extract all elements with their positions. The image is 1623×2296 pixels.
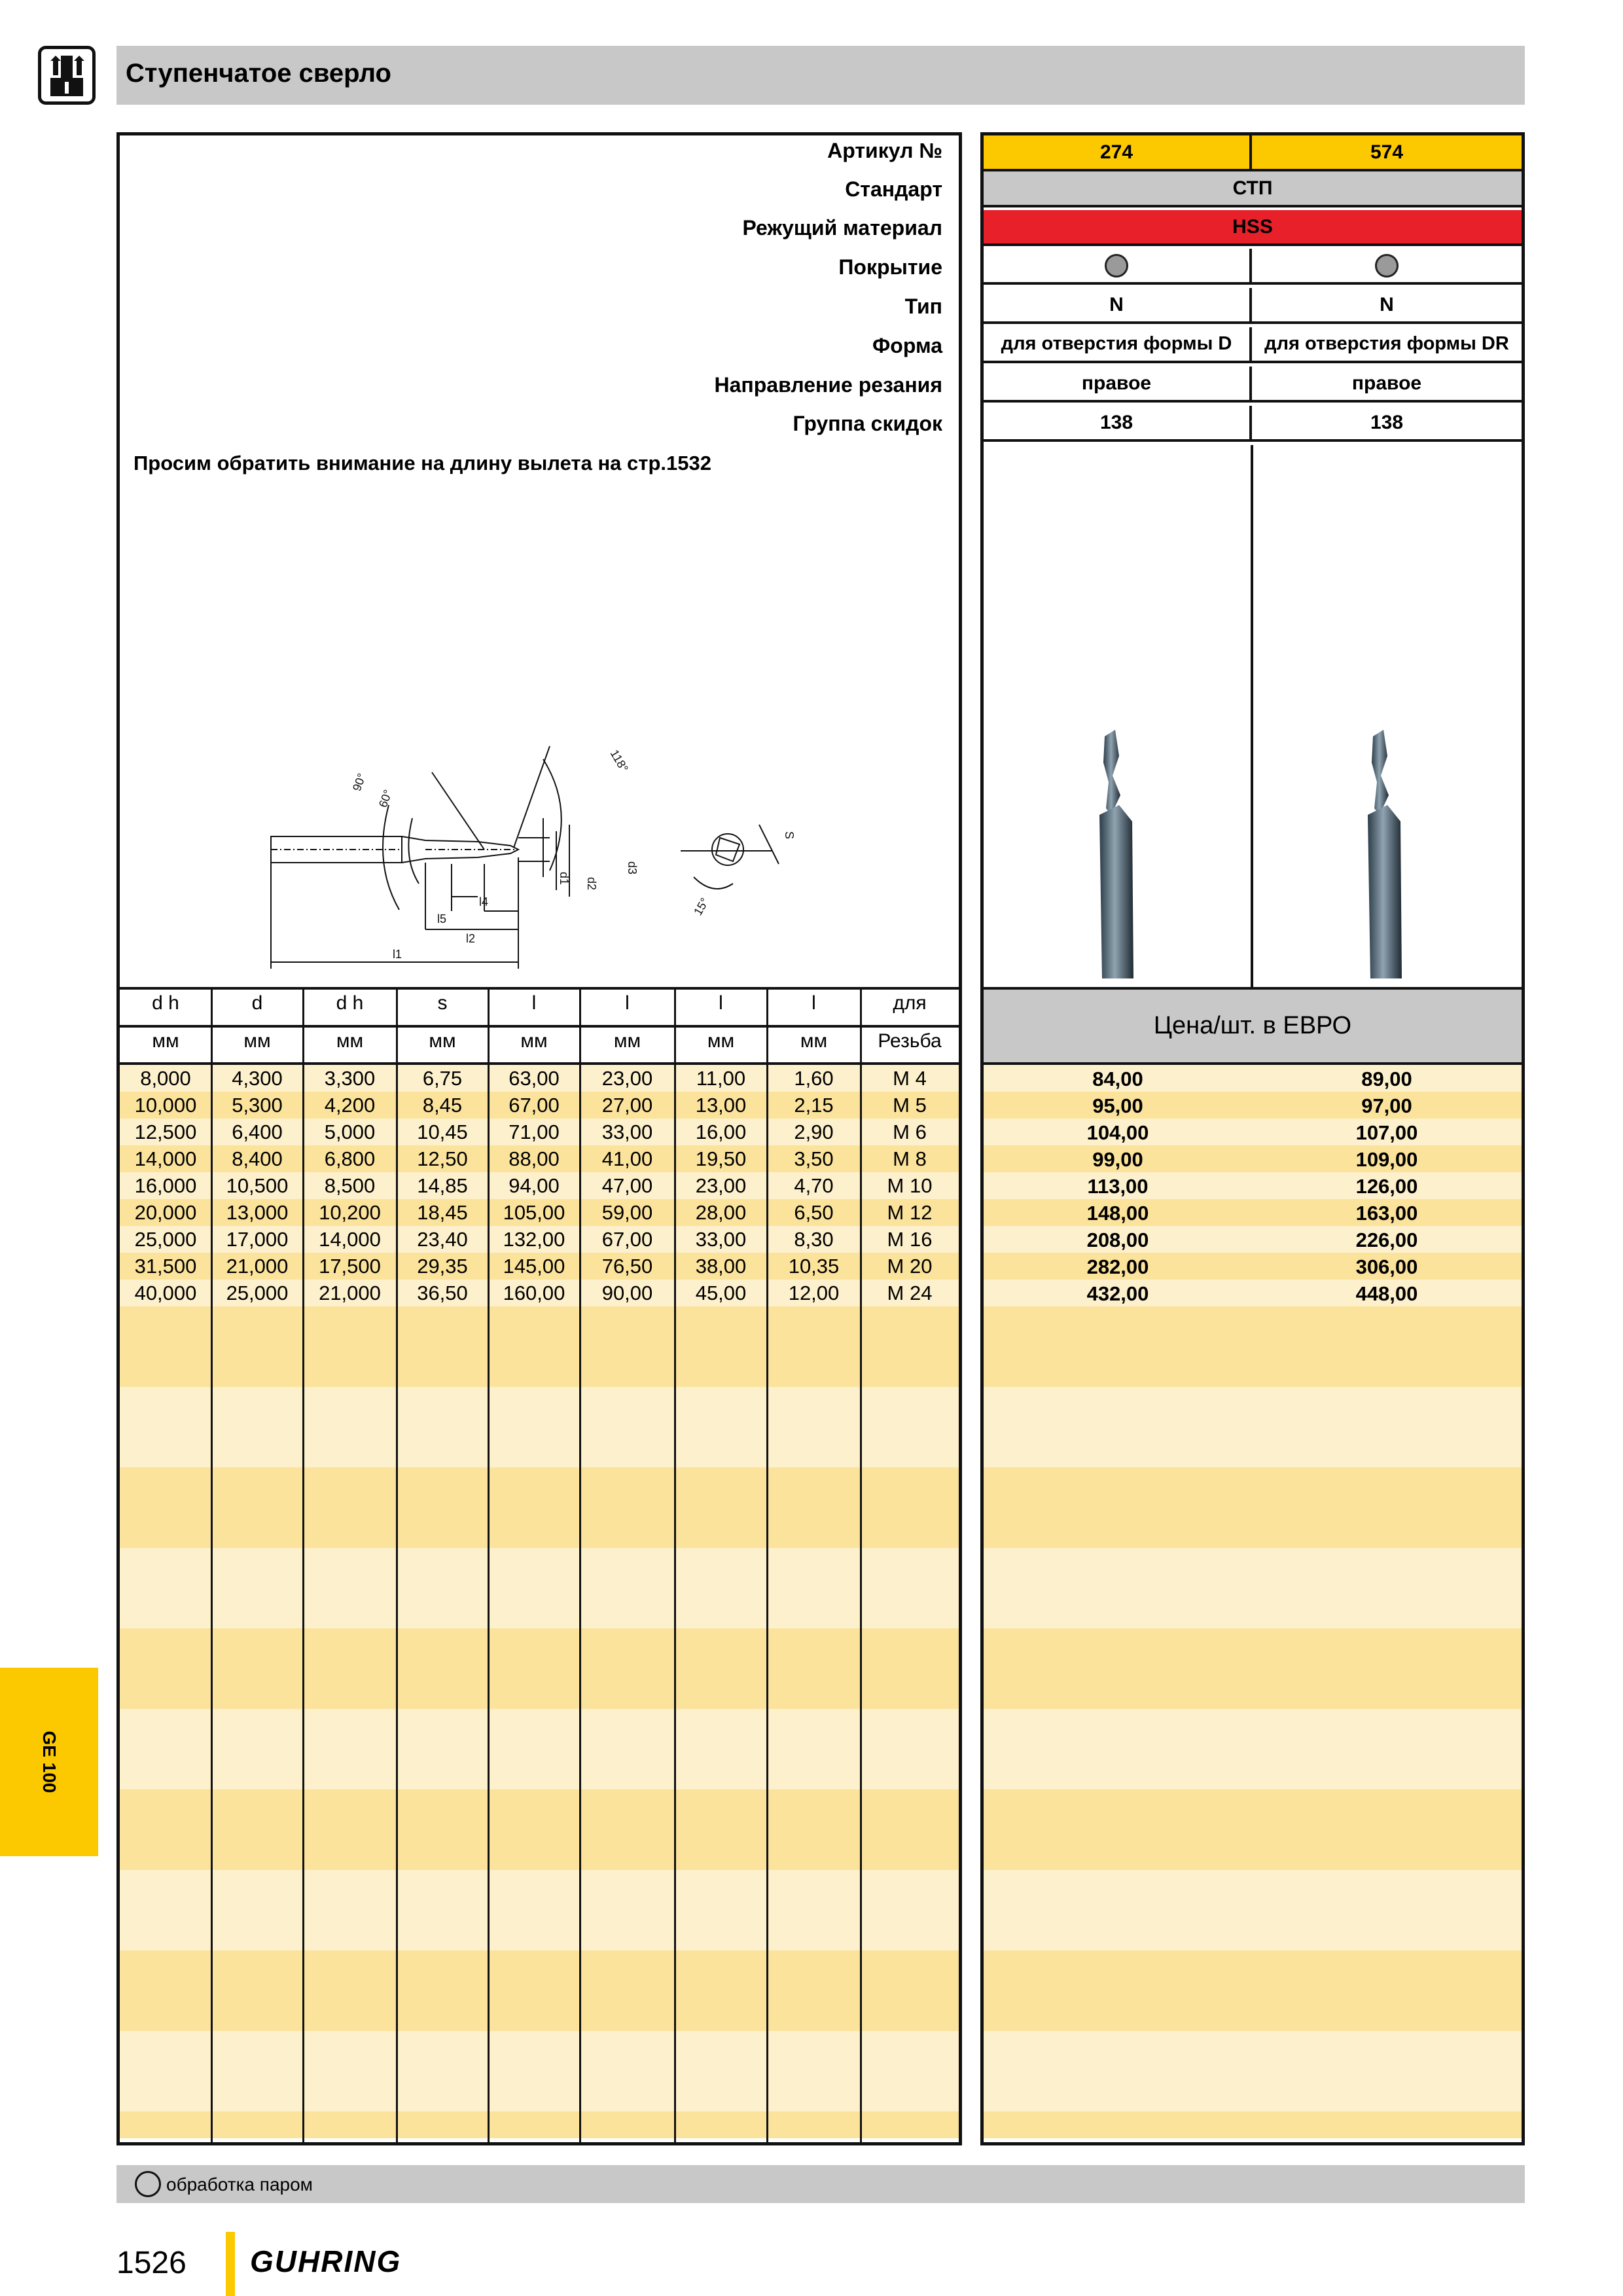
discount-value: 138 [984,406,1252,439]
table-cell: 29,35 [417,1255,468,1278]
table-cell: 90,00 [601,1282,653,1304]
table-cell: 10,500 [226,1174,289,1197]
table-stripes [120,1065,959,2142]
svg-text:15°: 15° [691,895,712,918]
price-cell: 306,00 [1355,1255,1418,1278]
drill-image-574 [1355,730,1427,982]
table-cell: M 16 [887,1228,933,1251]
table-cell: 36,50 [417,1282,468,1304]
spec-label-form: Форма [872,334,942,357]
price-cell: 208,00 [1086,1229,1149,1251]
price-cell: 282,00 [1086,1255,1149,1278]
spec-row-coating [984,249,1522,285]
type-value: N [1380,293,1394,315]
table-cell: 2,90 [794,1121,834,1143]
table-cell: M 5 [893,1094,927,1117]
table-cell: 14,85 [417,1174,468,1197]
direction-value: правое [1351,372,1422,394]
table-cell: 6,800 [324,1147,376,1170]
column-header: мм [336,1030,364,1052]
svg-text:S: S [783,831,796,840]
table-cell: 12,50 [417,1147,468,1170]
spec-row-standard [984,171,1522,207]
table-cell: 4,300 [232,1067,283,1090]
footer-legend-bar [116,2165,1525,2203]
price-cell: 109,00 [1355,1148,1418,1171]
table-cell: 18,45 [417,1201,468,1224]
table-cell: M 12 [887,1201,933,1224]
price-cell: 97,00 [1361,1094,1412,1117]
table-cell: 6,400 [232,1121,283,1143]
table-cell: 33,00 [601,1121,653,1143]
page-title: Ступенчатое сверло [126,59,391,88]
column-header: s [437,992,448,1014]
table-cell: 40,000 [134,1282,197,1304]
table-cell: 14,000 [319,1228,381,1251]
table-cell: 17,000 [226,1228,289,1251]
column-header: мм [243,1030,271,1052]
note-text: Просим обратить внимание на длину вылета на стр.1532 [134,452,711,475]
spec-row-type [984,288,1522,324]
spec-label-direction: Направление резания [714,373,942,397]
svg-text:l5: l5 [437,912,447,925]
table-cell: 28,00 [695,1201,747,1224]
table-cell: 67,00 [601,1228,653,1251]
svg-text:90°: 90° [349,771,369,793]
table-cell: 1,60 [794,1067,834,1090]
svg-text:118°: 118° [607,747,631,775]
table-cell: 8,500 [324,1174,376,1197]
type-value: N [984,288,1252,321]
table-cell: 71,00 [508,1121,560,1143]
table-cell: M 6 [893,1121,927,1143]
spec-row-discount [984,406,1522,442]
svg-text:l4: l4 [479,895,489,908]
price-header: Цена/шт. в ЕВРО [984,987,1522,1065]
svg-text:l1: l1 [393,948,402,961]
column-header: мм [429,1030,456,1052]
spec-row-material [984,210,1522,246]
svg-text:60°: 60° [376,787,395,810]
price-cell: 448,00 [1355,1282,1418,1305]
table-cell: 13,00 [695,1094,747,1117]
form-value: для отверстия формы D [984,327,1252,361]
column-header: для [893,992,927,1014]
table-cell: 8,400 [232,1147,283,1170]
table-cell: 10,45 [417,1121,468,1143]
coating-steam-icon [1105,254,1128,278]
table-cell: 25,000 [134,1228,197,1251]
column-header: Резьба [878,1030,942,1052]
technical-drawing [262,733,838,969]
footer-legend: обработка паром [166,2174,313,2195]
article-274[interactable]: 274 [984,135,1252,169]
table-cell: 20,000 [134,1201,197,1224]
column-header: l [719,992,723,1014]
table-cell: 23,00 [695,1174,747,1197]
table-cell: 10,200 [319,1201,381,1224]
table-cell: 23,40 [417,1228,468,1251]
table-cell: 3,50 [794,1147,834,1170]
price-cell: 148,00 [1086,1202,1149,1225]
table-cell: 10,35 [788,1255,840,1278]
table-cell: M 20 [887,1255,933,1278]
table-cell: M 8 [893,1147,927,1170]
table-cell: 4,70 [794,1174,834,1197]
table-cell: 45,00 [695,1282,747,1304]
spec-row-form [984,327,1522,363]
article-574[interactable]: 574 [1370,141,1404,163]
svg-text:l2: l2 [466,932,476,945]
price-stripes [984,1065,1522,2142]
price-cell: 163,00 [1355,1202,1418,1225]
table-cell: 2,15 [794,1094,834,1117]
table-cell: 8,30 [794,1228,834,1251]
table-cell: 41,00 [601,1147,653,1170]
form-value: для отверстия формы DR [1264,333,1509,354]
table-cell: 19,50 [695,1147,747,1170]
brand-logo: GUHRING [250,2244,402,2278]
table-cell: 16,00 [695,1121,747,1143]
table-cell: 67,00 [508,1094,560,1117]
column-header: d [251,992,263,1014]
side-tab-label: GE 100 [39,1731,60,1793]
spec-row-direction [984,367,1522,403]
table-cell: 105,00 [503,1201,565,1224]
table-cell: 88,00 [508,1147,560,1170]
table-cell: 94,00 [508,1174,560,1197]
spec-label-type: Тип [904,295,942,318]
table-cell: 17,500 [319,1255,381,1278]
direction-value: правое [984,367,1252,400]
page-number: 1526 [116,2246,187,2280]
table-cell: 132,00 [503,1228,565,1251]
table-cell: 6,50 [794,1201,834,1224]
table-cell: 160,00 [503,1282,565,1304]
table-cell: 63,00 [508,1067,560,1090]
table-cell: 12,500 [134,1121,197,1143]
table-cell: 12,00 [788,1282,840,1304]
discount-value: 138 [1370,411,1404,433]
svg-text:d3: d3 [626,861,639,875]
table-cell: 16,000 [134,1174,197,1197]
brand-divider [226,2232,235,2296]
table-cell: 145,00 [503,1255,565,1278]
table-cell: 4,200 [324,1094,376,1117]
column-header: мм [707,1030,735,1052]
column-header: d h [336,992,364,1014]
table-cell: 38,00 [695,1255,747,1278]
price-cell: 99,00 [1092,1148,1143,1171]
table-cell: 47,00 [601,1174,653,1197]
price-cell: 104,00 [1086,1121,1149,1144]
price-cell: 89,00 [1361,1067,1412,1090]
column-header: l [625,992,630,1014]
price-cell: 95,00 [1092,1094,1143,1117]
table-cell: 14,000 [134,1147,197,1170]
table-cell: 23,00 [601,1067,653,1090]
spec-label-article: Артикул № [827,139,942,162]
column-header: l [531,992,537,1014]
table-cell: 59,00 [601,1201,653,1224]
price-cell: 432,00 [1086,1282,1149,1305]
column-header: мм [800,1030,828,1052]
table-cell: M 10 [887,1174,933,1197]
spec-row-article [984,135,1522,171]
table-cell: 8,45 [422,1094,463,1117]
column-header: d h [152,992,179,1014]
column-header: мм [520,1030,548,1052]
spec-label-material: Режущий материал [742,216,942,240]
table-cell: 13,000 [226,1201,289,1224]
table-cell: 5,000 [324,1121,376,1143]
table-cell: 31,500 [134,1255,197,1278]
table-cell: 5,300 [232,1094,283,1117]
table-cell: 76,50 [601,1255,653,1278]
spec-label-discount: Группа скидок [793,412,942,435]
table-cell: 6,75 [422,1067,463,1090]
svg-text:d2: d2 [585,877,598,891]
table-cell: 21,000 [319,1282,381,1304]
price-cell: 107,00 [1355,1121,1418,1144]
spec-label-coating: Покрытие [838,255,942,279]
table-cell: M 24 [887,1282,933,1304]
svg-text:d1: d1 [558,872,571,886]
price-cell: 226,00 [1355,1229,1418,1251]
price-cell: 126,00 [1355,1175,1418,1198]
price-cell: 113,00 [1087,1175,1149,1198]
price-cell: 84,00 [1092,1067,1143,1090]
table-cell: 33,00 [695,1228,747,1251]
column-header: мм [152,1030,179,1052]
table-cell: 11,00 [696,1067,746,1090]
header-logo-icon [38,46,96,105]
table-cell: 8,000 [140,1067,191,1090]
table-cell: 25,000 [226,1282,289,1304]
table-cell: 21,000 [226,1255,289,1278]
table-cell: M 4 [893,1067,927,1090]
column-header: l [812,992,816,1014]
spec-label-standard: Стандарт [845,177,942,201]
coating-steam-icon [1375,254,1399,278]
table-cell: 3,300 [324,1067,376,1090]
standard-value: СТП [1232,177,1273,199]
table-cell: 27,00 [601,1094,653,1117]
steam-treatment-icon [135,2171,161,2197]
drill-image-274 [1086,730,1158,982]
table-cell: 10,000 [134,1094,197,1117]
column-header: мм [613,1030,641,1052]
material-value: HSS [1232,215,1273,238]
